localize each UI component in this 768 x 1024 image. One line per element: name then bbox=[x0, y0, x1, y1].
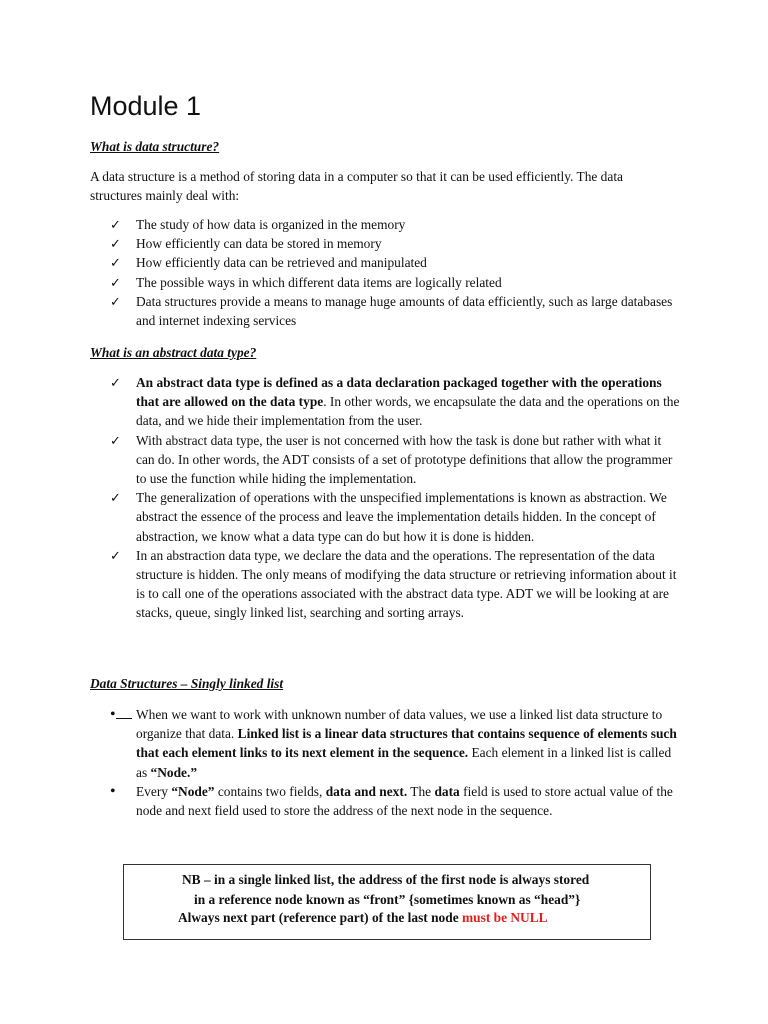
section-heading-abstract-data-type: What is an abstract data type? bbox=[90, 345, 257, 360]
section-heading-singly-linked-list: Data Structures – Singly linked list bbox=[90, 676, 284, 691]
list-item: ✓ The possible ways in which different data items are logically related bbox=[90, 273, 680, 292]
list-item: ✓ With abstract data type, the user is not concerned with how the task is done but rather with what it can do. In other words, the ADT consists of a set of prototype definitions that allow the programmer to use the function while hiding the implementation. bbox=[110, 432, 673, 487]
list-item: ✓ How efficiently data can be retrieved and manipulated bbox=[90, 253, 680, 272]
bullet-dot-icon: • bbox=[110, 782, 116, 800]
check-icon: ✓ bbox=[110, 274, 121, 290]
list-item: ✓ The study of how data is organized in the memory bbox=[90, 215, 680, 234]
note-highlight-null: must be NULL bbox=[462, 910, 548, 925]
check-icon: ✓ bbox=[110, 293, 121, 309]
section-heading-data-structure: What is data structure? bbox=[90, 139, 220, 154]
note-line-2: in a reference node known as “front” {sometimes known as “head”} bbox=[194, 892, 581, 907]
abstract-data-type-list bbox=[90, 373, 680, 623]
page-title: Module 1 bbox=[90, 91, 202, 121]
note-box bbox=[123, 864, 651, 940]
check-icon: ✓ bbox=[110, 432, 121, 448]
list-item: ✓ The generalization of operations with the unspecified implementations is known as abstraction. We abstract the essence of the process and leave the implementation details hidden. In the concept of abstraction, we know what a data type can do but how it is done is hidden. bbox=[110, 490, 667, 544]
data-structure-list bbox=[90, 215, 680, 330]
list-item: ✓ How efficiently can data be stored in memory bbox=[90, 234, 680, 253]
list-item: • When we want to work with unknown number of data values, we use a linked list data structure to organize that data. Linked list is a linear data structures that contains sequence of elements such that each element links to its next element in the sequence. Each element in a linked list is called as “Node.” bbox=[110, 706, 677, 780]
check-icon: ✓ bbox=[110, 490, 121, 506]
list-item: ✓ Data structures provide a means to manage huge amounts of data efficiently, such as large databases and internet indexing services bbox=[110, 293, 673, 329]
intro-paragraph: A data structure is a method of storing data in a computer so that it can be used efficiently. The data structures mainly deal with: bbox=[90, 169, 623, 204]
list-item: ✓ In an abstraction data type, we declare the data and the operations. The representation of the data structure is hidden. The only means of modifying the data structure or retrieving information about it is to call one of the operations associated with the abstract data type. ADT we will be looking at are stacks, queue, singly linked list, searching and sorting arrays. bbox=[110, 547, 677, 621]
list-item: • Every “Node” contains two fields, data and next. The data field is used to store actual value of the node and next field used to store the address of the next node in the sequence. bbox=[110, 782, 673, 819]
check-icon: ✓ bbox=[110, 547, 121, 563]
note-line-3: Always next part (reference part) of the last node must be NULL bbox=[178, 910, 548, 925]
check-icon: ✓ bbox=[110, 217, 121, 232]
linked-list-bullets bbox=[90, 705, 680, 820]
bullet-dot-icon: • bbox=[110, 705, 132, 724]
note-line-1: NB – in a single linked list, the address of the first node is always stored bbox=[182, 872, 590, 887]
list-item: ✓ An abstract data type is defined as a data declaration packaged together with the operations that are allowed on the data type. In other words, we encapsulate the data and the operations on the data, and we hide their implementation from the user. bbox=[110, 375, 680, 429]
check-icon: ✓ bbox=[110, 236, 121, 252]
check-icon: ✓ bbox=[110, 375, 121, 390]
check-icon: ✓ bbox=[110, 255, 121, 271]
